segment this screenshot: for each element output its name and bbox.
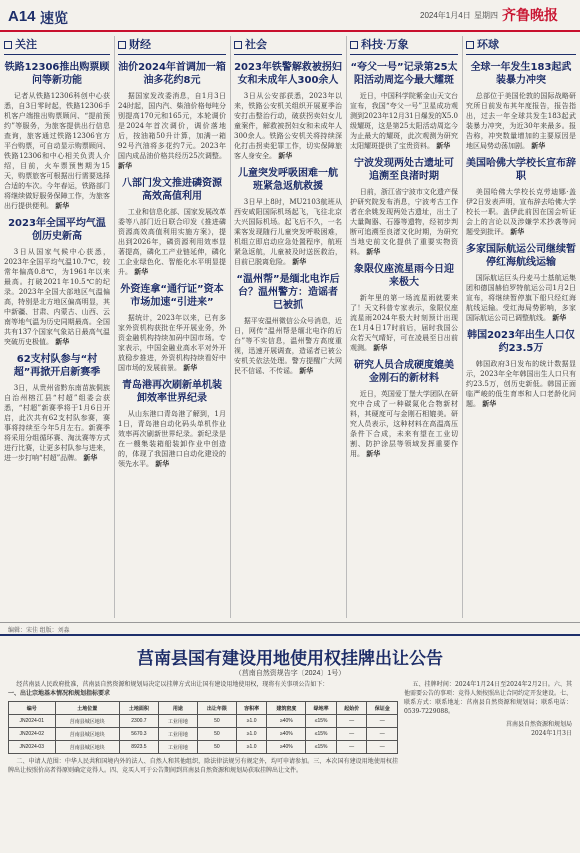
article-body: 据统计，2023年以来，已有多家外资机构获批在华开展业务，外资金融机构持续加码中国市场。专家表示，中国金融业高水平对外开放稳步推进，外资机构持续看好中国市场的发展前景。 新华 <box>118 314 226 372</box>
article-body: 据国家发改委消息，自1月3日24时起，国内汽、柴油价格每吨分别提高170元和165元，本轮调价是2024年首次调价，调价落地后，按油箱50升计算，加满一箱92号汽油将多花约7元。2023年国内成品油价格共经历25次调整。 新华 <box>118 92 226 170</box>
article <box>350 359 458 459</box>
table-header-cell: 出让年限 <box>197 702 236 715</box>
issue-weekday: 星期四 <box>474 11 498 20</box>
column-huanqiu <box>466 36 576 618</box>
table-header-cell: 用途 <box>158 702 197 715</box>
table-cell: ≤15% <box>306 715 337 728</box>
article-title: 美国哈佛大学校长宣布辞职 <box>466 158 576 182</box>
table-cell: 工业用地 <box>158 728 197 741</box>
article-byline: 新华 <box>55 337 70 346</box>
page-header <box>0 0 580 32</box>
article-body: 近日，中国科学院紫金山天文台宣布，我国“夸父一号”卫星成功观测到2023年12月31日爆发的X5.0级耀斑，这是第25太阳活动周迄今为止最大的耀斑，此次观测为研究太阳耀斑提供了宝贵资料。 新华 <box>350 92 458 150</box>
article <box>350 263 458 353</box>
table-cell: 工业用地 <box>158 741 197 754</box>
table-cell: 50 <box>197 728 236 741</box>
article-byline: 新华 <box>436 141 451 150</box>
notice-signoff: 莒南县自然资源和规划局 <box>505 721 572 728</box>
article <box>466 61 576 151</box>
article-body: 记者从铁路12306科创中心获悉，自3日零时起，铁路12306手机客户端推出购票顾问、“提前预约”等服务，为旅客提供出行信息查询，旅客通过铁路12306官方平台购票，可自动显示购票顾问、铁路12306和中心相关负责人介绍，目前，火车票预售期为15天，购票旅客可根据出行需要选择合适的车次。今年春运，铁路部门将继续做好服务保障工作，为旅客出行提供便利。 新华 <box>4 92 110 210</box>
table-cell: JN2024-02 <box>9 728 56 741</box>
table-cell: ≥1.0 <box>236 715 267 728</box>
lot-table <box>8 701 398 754</box>
article <box>466 329 576 409</box>
notice-signoff-date: 2024年1月3日 <box>531 730 572 737</box>
article-body: 3日早上8时，MU2103航班从西安咸阳国际机场起飞，飞往北京大兴国际机场。起飞后不久，一名乘客发现随行儿童突发呼吸困难，机组立即启动应急处置程序，航班紧急返航，儿童被及时送医救治，目前已脱离危险。 新华 <box>234 198 342 266</box>
column-category: 环球 <box>466 36 576 55</box>
table-header-cell: 土地面积 <box>119 702 158 715</box>
table-header-cell: 编号 <box>9 702 56 715</box>
table-cell: 莒南县城区地块 <box>55 728 119 741</box>
article-body: 总部位于美国伦敦的国际战略研究所日前发布其年度报告，报告指出，过去一年全球共发生183起武装暴力冲突，为近30年来最多。报告称，冲突数量增加的主要原因是地区局势动荡加剧。 新华 <box>466 92 576 150</box>
column-divider <box>114 36 115 618</box>
article-byline: 新华 <box>531 141 546 150</box>
table-cell: 50 <box>197 715 236 728</box>
square-icon <box>234 41 242 49</box>
article-title: 铁路12306推出购票顾问等新功能 <box>4 62 110 86</box>
article <box>118 61 226 171</box>
article-byline: 新华 <box>366 449 381 458</box>
article-byline: 新华 <box>118 161 132 170</box>
table-header-cell: 建筑密度 <box>267 702 306 715</box>
column-divider <box>230 36 231 618</box>
article-title: 外资连拿“通行证”资本市场加速“引进来” <box>120 284 224 308</box>
article-title: 象限仪座流星雨今日迎来极大 <box>354 264 454 288</box>
article-title: 八部门发文推进磷资源高效高值利用 <box>122 178 222 202</box>
table-cell: 5670.3 <box>119 728 158 741</box>
table-cell: — <box>367 715 398 728</box>
square-icon <box>4 41 12 49</box>
article-byline: 新华 <box>366 247 381 256</box>
article <box>4 353 110 463</box>
article-title: 62支村队参与“村超”再掀开启新赛季 <box>13 354 101 378</box>
table-cell: ≥1.0 <box>236 741 267 754</box>
table-cell: ≥1.0 <box>236 728 267 741</box>
table-cell: ≤15% <box>306 728 337 741</box>
article-title: 青岛港再次刷新单机装卸效率世界纪录 <box>122 380 222 404</box>
table-header-cell: 容积率 <box>236 702 267 715</box>
article <box>350 157 458 257</box>
article-title: “温州帮”是缅北电诈后台？温州警方：造谣者已被抓 <box>236 274 340 311</box>
article-title: 2023年全国平均气温创历史新高 <box>8 218 106 242</box>
article-byline: 新华 <box>134 267 149 276</box>
column-shehui <box>234 36 342 618</box>
square-icon <box>118 41 126 49</box>
article-body: 从山东港口青岛港了解到，1月1日，青岛港自动化码头单机作业效率再次刷新世界纪录。新纪录是在一艘集装箱船装卸作业中创造的，体现了我国港口自动化建设的领先水平。 新华 <box>118 410 226 468</box>
article-body: 韩国政府3日发布的统计数据显示，2023年全年韩国出生人口只有约23.5万，创历史新低。韩国正面临严峻的低生育率和人口老龄化问题。 新华 <box>466 360 576 408</box>
table-cell: 工业用地 <box>158 715 197 728</box>
notice-subtitle: （莒南自然资规告字〔2024〕1号） <box>234 670 346 677</box>
article-body: 日前，浙江省宁波市文化遗产保护研究院发布消息，宁波考古工作者在余姚发现两处古遗址，出土了大量陶器、石器等遗物，经初步判断可追溯至良渚文化时期，为研究当地史前文化提供了重要实物资料。 新华 <box>350 188 458 256</box>
article-byline: 新华 <box>155 459 170 468</box>
article-byline: 新华 <box>292 257 307 266</box>
article-byline: 新华 <box>55 201 70 210</box>
article-byline: 新华 <box>552 313 567 322</box>
article-body: 3日从国家气候中心获悉，2023年全国平均气温10.7℃，较常年偏高0.8℃，为1961年以来最高。打破2021年10.5℃的纪录。2023年全国大部地区气温偏高，特别是北方地区偏高明显，其中新疆、甘肃、内蒙古、山西、云南等地气温为历史同期最高。全国共有137个国家气象站日最高气温突破历史极值。 新华 <box>4 248 110 346</box>
article-title: 多家国际航运公司继续暂停红海航线运输 <box>466 244 576 268</box>
article-body: 国际航运巨头丹麦马士基航运集团和德国赫伯罗特航运公司1月2日宣布，将继续暂停旗下船只经红海航线运输。受红海局势影响，多家国际航运公司已调整航线。 新华 <box>466 274 576 322</box>
article-byline: 新华 <box>510 227 525 236</box>
table-cell: — <box>336 715 367 728</box>
article <box>4 217 110 347</box>
lot-table-header <box>9 702 398 715</box>
article-title: 2023年铁警解救被拐妇女和未成年人300余人 <box>234 62 342 86</box>
editor-credit: 编辑：宋佳 组版：刘淼 <box>0 622 580 636</box>
column-category: 关注 <box>4 36 110 55</box>
article <box>118 379 226 469</box>
notice-body: 五、挂牌时间：2024年1月24日至2024年2月2日。六、其他需要公告的事项：竞得人须按照出让合同约定开发建设。七、联系方式：联系地址：莒南县自然资源和规划局；联系电话：0539-7229088。 <box>404 681 572 715</box>
article-body: 美国哈佛大学校长克劳迪娜·盖伊2日发表声明，宣布辞去哈佛大学校长一职。盖伊此前因在国会听证会上的言论以及涉嫌学术抄袭等问题受到批评。 新华 <box>466 188 576 236</box>
table-cell: 50 <box>197 741 236 754</box>
article-body: 新年里的第一场流星雨就要来了！天文科普专家表示，象限仪座流星雨2024年极大时刻预计出现在1月4日17时前后，届时我国公众若天气晴好，可在凌晨至日出前观测。 新华 <box>350 294 458 352</box>
column-caijing <box>118 36 226 618</box>
article-byline: 新华 <box>83 453 98 462</box>
table-cell: ≥40% <box>267 715 306 728</box>
article-title: “夸父一号”记录第25太阳活动周迄今最大耀斑 <box>350 62 458 86</box>
column-divider <box>462 36 463 618</box>
column-category: 财经 <box>118 36 226 55</box>
article <box>118 283 226 373</box>
table-cell: ≥40% <box>267 741 306 754</box>
column-category: 科技·万象 <box>350 36 458 55</box>
article-body: 据平安温州微信公众号消息，近日，网传“温州帮是缅北电诈的后台”等不实信息，温州警方高度重视，迅速开展调查，造谣者已被公安机关依法处理。警方提醒广大网民不信谣、不传谣。 新华 <box>234 317 342 375</box>
table-header-cell: 起始价 <box>336 702 367 715</box>
article <box>234 61 342 161</box>
table-row <box>9 715 398 728</box>
article <box>466 157 576 237</box>
table-cell: 莒南县城区地块 <box>55 715 119 728</box>
table-row <box>9 728 398 741</box>
article <box>234 167 342 267</box>
article-title: 宁波发现两处古遗址可追溯至良渚时期 <box>354 158 454 182</box>
notice-title: 莒南县国有建设用地使用权挂牌出让公告 <box>137 649 443 669</box>
article <box>350 61 458 151</box>
table-cell: 8923.5 <box>119 741 158 754</box>
article-byline: 新华 <box>183 363 198 372</box>
article <box>234 273 342 376</box>
article-body: 近日，英国爱丁堡大学团队在研究中合成了一种碳氮化合物新材料，其硬度可与金刚石相媲美。研究人员表示，这种材料在高温高压条件下合成，未来有望在工业切割、防护涂层等领域发挥重要作用。 新华 <box>350 390 458 458</box>
article <box>118 177 226 277</box>
table-cell: ≤15% <box>306 741 337 754</box>
newspaper-logo: 齐鲁晚报 <box>502 9 558 24</box>
article <box>466 243 576 323</box>
table-cell: — <box>336 728 367 741</box>
article-byline: 新华 <box>482 399 497 408</box>
issue-date: 2024年1月4日 <box>420 11 471 20</box>
article-title: 全球一年发生183起武装暴力冲突 <box>470 62 572 86</box>
column-divider <box>346 36 347 618</box>
article-body: 3日从公安部获悉，2023年以来，铁路公安机关组织开展夏季治安打击整治行动，破获拐卖妇女儿童案件，解救被拐妇女和未成年人300余人。铁路公安机关将持续深化打击拐卖犯罪工作，切实保障旅客人身安全。 新华 <box>234 92 342 160</box>
notice-side <box>404 680 572 850</box>
page-number: A14 <box>8 8 36 25</box>
table-cell: JN2024-01 <box>9 715 56 728</box>
article-byline: 新华 <box>373 343 388 352</box>
section-title: 速览 <box>40 10 68 26</box>
article-title: 油价2024年首调加一箱油多花约8元 <box>118 62 226 86</box>
table-cell: ≥40% <box>267 728 306 741</box>
table-header-cell: 绿地率 <box>306 702 337 715</box>
table-cell: — <box>367 741 398 754</box>
table-cell: 莒南县城区地块 <box>55 741 119 754</box>
notice-main <box>8 680 398 850</box>
notice-section-heading: 一、出让宗地基本情况和规划指标要求 <box>8 690 111 697</box>
article-byline: 新华 <box>299 366 314 375</box>
notice-intro: 经莒南县人民政府批准，莒南县自然资源和规划局决定以挂牌方式出让国有建设用地使用权，现将有关事项公告如下： <box>16 681 329 688</box>
article-byline: 新华 <box>278 151 293 160</box>
notice-body: 二、申请人范围：中华人民共和国境内外的法人、自然人和其他组织，除法律法规另有规定外，均可申请参加。三、本次国有建设用地使用权挂牌出让按照价高者得原则确定竞得人。四、竞买人可于公告期间到莒南县自然资源和规划局获取挂牌出让文件。 <box>8 758 398 774</box>
article-title: 研究人员合成硬度媲美金刚石的新材料 <box>354 360 454 384</box>
table-cell: — <box>336 741 367 754</box>
article-body: 工业和信息化部、国家发展改革委等八部门近日联合印发《推进磷资源高效高值利用实施方案》，提出到2026年，磷资源利用效率显著提高，磷化工产业链延伸，磷化工企业绿色化、智能化水平明显提升。 新华 <box>118 208 226 276</box>
article-title: 韩国2023年出生人口仅约23.5万 <box>467 330 575 354</box>
table-row <box>9 741 398 754</box>
table-cell: 2300.7 <box>119 715 158 728</box>
square-icon <box>350 41 358 49</box>
column-guanzhu <box>4 36 110 618</box>
article <box>4 61 110 211</box>
article-body: 3日，从贵州省黔东南苗族侗族自治州榕江县“村超”组委会获悉，“村超”新赛季将于1月6日开启，此次共有62支村队参赛，赛事将持续至今年5月左右。新赛季将采用分组循环赛、淘汰赛等方式进行比赛，让更多村队参与进来，进一步打响“村超”品牌。 新华 <box>4 384 110 462</box>
article-title: 儿童突发呼吸困难一航班紧急返航救援 <box>238 168 338 192</box>
table-header-cell: 土地位置 <box>55 702 119 715</box>
square-icon <box>466 41 474 49</box>
table-cell: JN2024-03 <box>9 741 56 754</box>
table-cell: — <box>367 728 398 741</box>
column-category: 社会 <box>234 36 342 55</box>
table-header-cell: 保证金 <box>367 702 398 715</box>
column-keji <box>350 36 458 618</box>
land-auction-notice <box>0 634 580 853</box>
